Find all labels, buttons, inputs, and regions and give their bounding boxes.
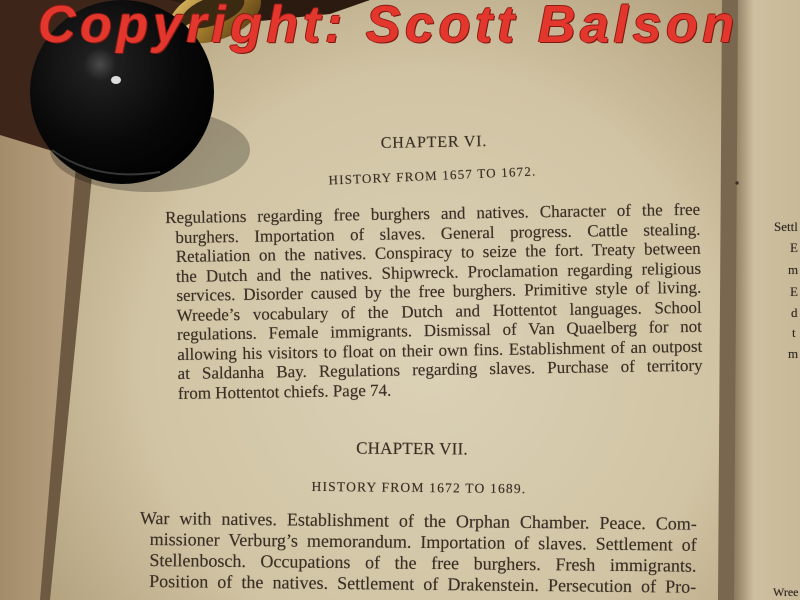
summary-line: regulations. Female immigrants. Dismissal of Van Quaelberg for not [176,316,703,344]
facing-page-fragment: E [790,284,798,299]
facing-page-fragment: Settl [774,219,798,234]
chapter-vii-summary [139,507,697,598]
facing-page-fragment: E [790,240,798,255]
page-speck [735,181,738,184]
summary-line: from Hottentot chiefs. Page 74. [177,380,392,403]
chapter-vi-subheading: HISTORY FROM 1657 TO 1672. [328,163,537,188]
summary-line: Regulations regarding free burghers and natives. Character of the free [165,199,701,228]
chapter-vi-heading: CHAPTER VI. [380,133,488,152]
facing-page-fragment: t [792,325,796,340]
chapter-vii-subheading: HISTORY FROM 1672 TO 1689. [311,478,527,497]
copyright-watermark: Copyright: Scott Balson [38,0,739,54]
facing-page [734,0,800,600]
facing-page-fragment: m [788,346,799,361]
summary-line: at Saldanha Bay. Regulations regarding slaves. Purchase of territory [177,355,703,383]
summary-line: burghers. Importation of slaves. General progress. Cattle stealing. [175,219,701,247]
facing-page-fragment: m [788,262,799,277]
facing-page-bottom-fragment: Wree [773,585,799,599]
summary-line: missioner Verburg’s memorandum. Importation of slaves. Settlement of [149,528,697,555]
facing-page-fragment: d [791,305,798,320]
summary-line: services. Disorder caused by the free burghers. Primitive style of living. [176,277,702,305]
knob-highlight [111,76,121,84]
chapter-vi-summary [165,199,703,403]
summary-line: the Dutch and the natives. Shipwreck. Proclamation regarding religious [175,258,702,286]
chapter-vii-heading: CHAPTER VII. [356,438,468,459]
summary-line: Position of the natives. Settlement of Drakenstein. Persecution of Pro- [149,570,697,597]
summary-line: Retaliation on the natives. Conspiracy to seize the fort. Treaty between [175,238,701,266]
summary-line: Wreede’s vocabulary of the Dutch and Hottentot languages. School [176,297,702,325]
summary-line: Stellenbosch. Occupations of the free burghers. Fresh immigrants. [149,549,697,576]
summary-line: allowing his visitors to float on their own fins. Establishment of an outpost [177,336,703,364]
summary-line: War with natives. Establishment of the Orphan Chamber. Peace. Com- [139,507,697,534]
